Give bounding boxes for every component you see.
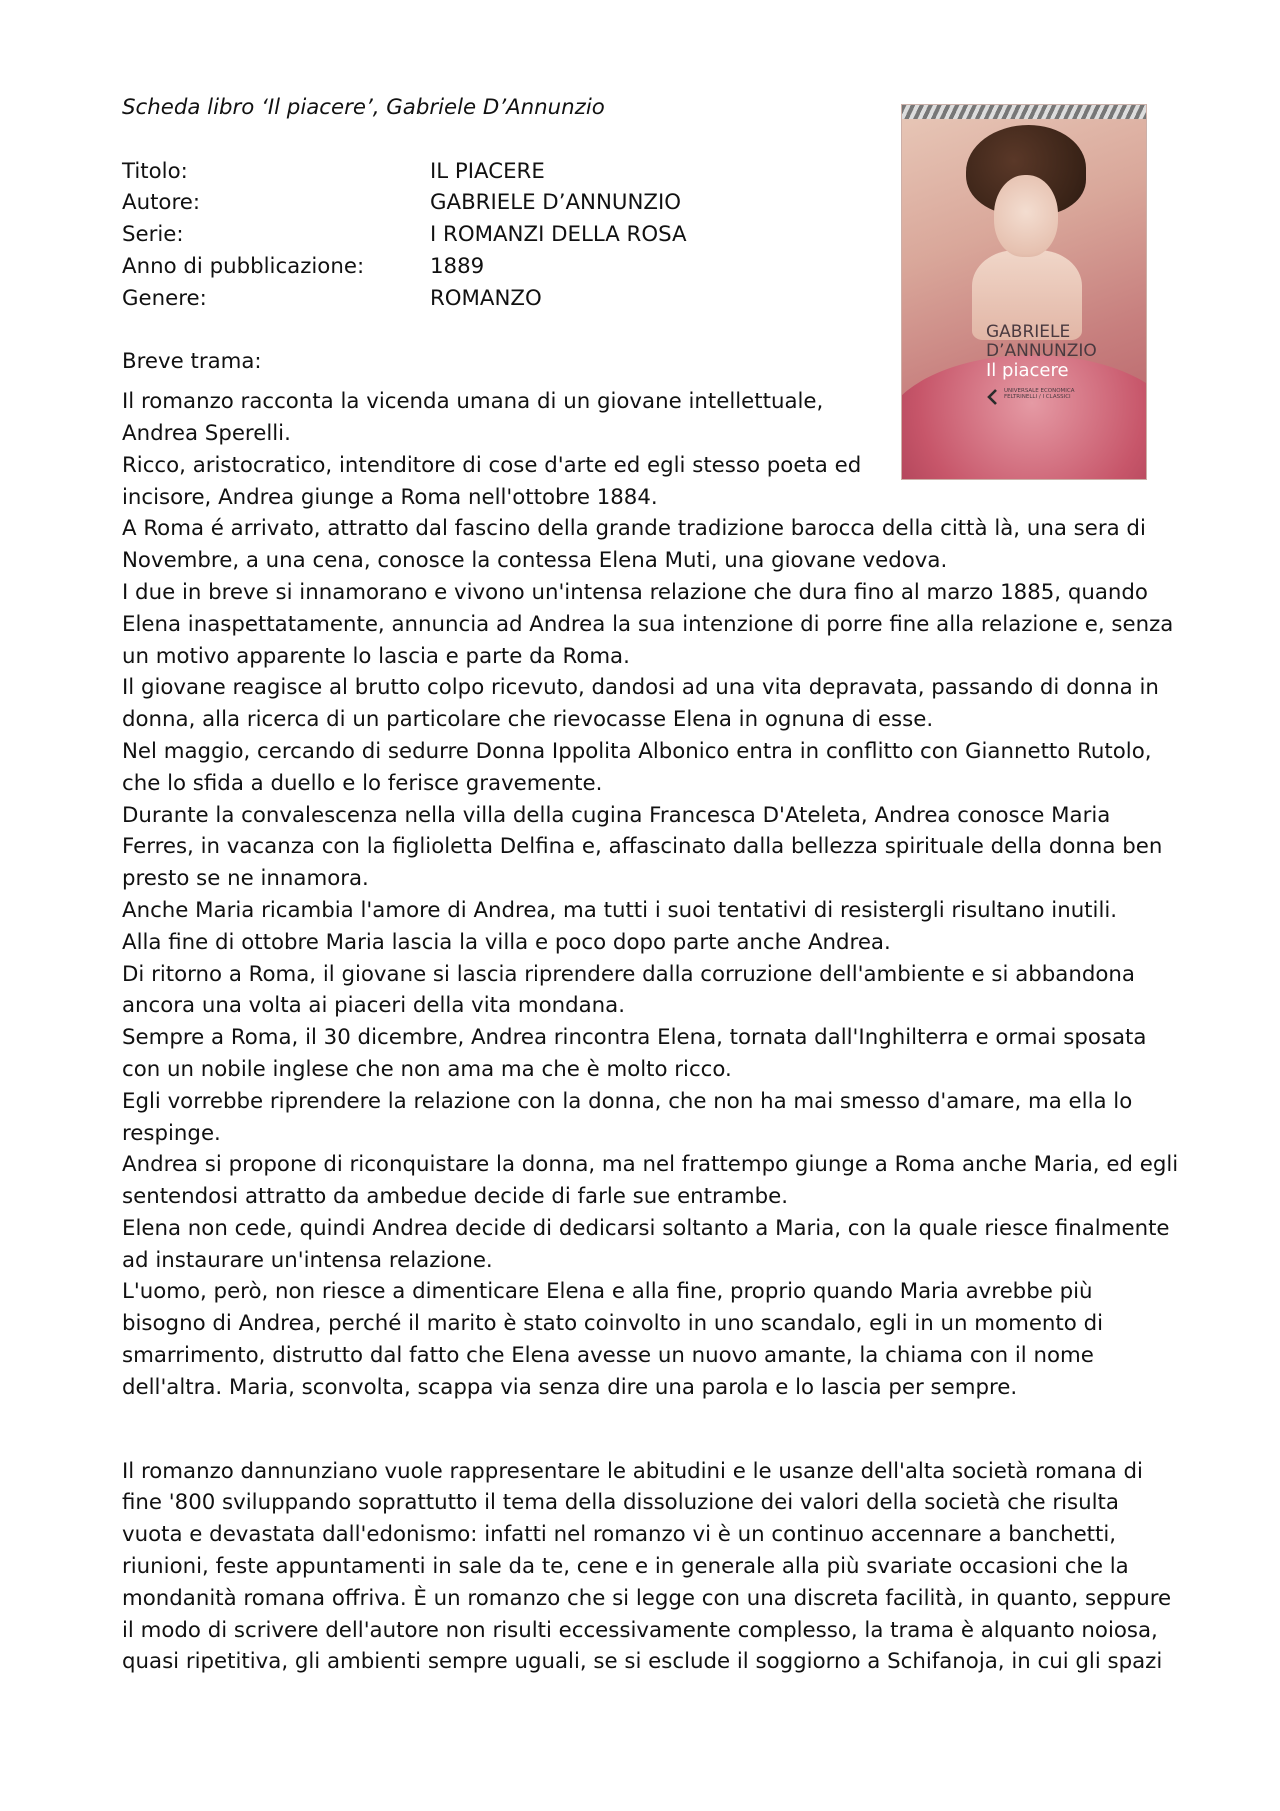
trama-paragraph: L'uomo, però, non riesce a dimenticare Elena e alla fine, proprio quando Maria avrebbe più bisogno di Andrea, perché il marito è stato coinvolto in uno scandalo, egli in un momento di smarrimento, distrutto dal fatto che Elena avesse un nuovo amante, la chiama con il nome dell'altra. Maria, sconvolta, scappa via senza dire una parola e lo lascia per sempre. (122, 1279, 1103, 1400)
trama-paragraph: Anche Maria ricambia l'amore di Andrea, ma tutti i suoi tentativi di resistergli risultano inutili. (122, 897, 1118, 923)
meta-value: IL PIACERE (430, 158, 545, 184)
trama-paragraph: Di ritorno a Roma, il giovane si lascia riprendere dalla corruzione dell'ambiente e si abbandona ancora una volta ai piaceri della vita mondana. (122, 961, 1135, 1019)
document-title: Scheda libro ‘Il piacere’, Gabriele D’Annunzio (122, 95, 605, 120)
publisher-logo-icon (986, 389, 1000, 405)
trama-paragraphs (122, 513, 1182, 1403)
trama-paragraph: Andrea si propone di riconquistare la donna, ma nel frattempo giunge a Roma anche Maria, ed egli sentendosi attratto da ambedue decide di farle sue entrambe. (122, 1152, 1179, 1210)
trama-paragraph: A Roma é arrivato, attratto dal fascino della grande tradizione barocca della città là, una sera di Novembre, a una cena, conosce la contessa Elena Muti, una giovane vedova. (122, 516, 1146, 574)
book-cover-image (902, 105, 1146, 479)
meta-label: Autore: (122, 190, 201, 216)
trama-paragraph: Il giovane reagisce al brutto colpo ricevuto, dandosi ad una vita depravata, passando di donna in donna, alla ricerca di un particolare che rievocasse Elena in ognuna di esse. (122, 675, 1159, 733)
meta-value: 1889 (430, 253, 485, 279)
trama-paragraph: Nel maggio, cercando di sedurre Donna Ippolita Albonico entra in conflitto con Giannetto Rutolo, che lo sfida a duello e lo ferisce gravemente. (122, 738, 1152, 796)
trama-paragraph: Durante la convalescenza nella villa della cugina Francesca D'Ateleta, Andrea conosce Maria Ferres, in vacanza con la figlioletta Delfina e, affascinato dalla bellezza spirituale della donna ben presto se ne innamora. (122, 802, 1163, 892)
meta-label: Serie: (122, 222, 184, 248)
meta-label: Titolo: (122, 158, 188, 184)
cover-text (986, 323, 1097, 380)
intro-line: Ricco, aristocratico, intenditore di cose d'arte ed egli stesso poeta ed (122, 452, 862, 478)
trama-paragraph: Sempre a Roma, il 30 dicembre, Andrea rincontra Elena, tornata dall'Inghilterra e ormai sposata con un nobile inglese che non ama ma che è molto ricco. (122, 1025, 1147, 1082)
intro-line: Andrea Sperelli. (122, 420, 291, 446)
meta-value: GABRIELE D’ANNUNZIO (430, 190, 682, 216)
spacer (122, 1404, 1182, 1456)
trama-paragraph: Elena non cede, quindi Andrea decide di dedicarsi soltanto a Maria, con la quale riesce finalmente ad instaurare un'intensa relazione. (122, 1215, 1170, 1273)
cover-book-title: Il piacere (986, 360, 1069, 381)
meta-value: ROMANZO (430, 285, 542, 311)
meta-label: Genere: (122, 285, 207, 311)
meta-label: Anno di pubblicazione: (122, 253, 365, 279)
cover-face (994, 175, 1058, 257)
cover-top-stripe (902, 105, 1146, 119)
commento-paragraph: Il romanzo dannunziano vuole rappresentare le abitudini e le usanze dell'alta società romana di fine '800 sviluppando soprattutto il tema della dissoluzione dei valori della società che risulta vuota e devastata dall'edonismo: infatti nel romanzo vi è un continuo accennare a banchetti, riunioni, feste appuntamenti in sale da te, cene e in generale alla più svariate occasioni che la mondanità romana offriva. È un romanzo che si legge con una discreta facilità, in quanto, seppure il modo di scrivere dell'autore non risulti eccessivamente complesso, la trama è alquanto noiosa, quasi ripetitiva, gli ambienti sempre uguali, se si esclude il soggiorno a Schifanoja, in cui gli spazi (122, 1458, 1172, 1675)
intro-line: Il romanzo racconta la vicenda umana di un giovane intellettuale, (122, 389, 824, 415)
trama-paragraph: Egli vorrebbe riprendere la relazione con la donna, che non ha mai smesso d'amare, ma ella lo respinge. (122, 1088, 1133, 1146)
trama-paragraph: Alla fine di ottobre Maria lascia la villa e poco dopo parte anche Andrea. (122, 929, 891, 955)
trama-heading: Breve trama: (122, 349, 262, 375)
trama-paragraph: I due in breve si innamorano e vivono un'intensa relazione che dura fino al marzo 1885, quando Elena inaspettatamente, annuncia ad Andrea la sua intenzione di porre fine alla relazione e, senza un motivo apparente lo lascia e parte da Roma. (122, 579, 1174, 669)
cover-author-line: D’ANNUNZIO (986, 341, 1097, 361)
intro-line: incisore, Andrea giunge a Roma nell'ottobre 1884. (122, 484, 658, 510)
cover-author-line: GABRIELE (986, 322, 1071, 342)
meta-value: I ROMANZI DELLA ROSA (430, 222, 687, 248)
trama-intro (122, 386, 862, 513)
cover-publisher: UNIVERSALE ECONOMICA FELTRINELLI / I CLASSICI (1004, 388, 1075, 400)
